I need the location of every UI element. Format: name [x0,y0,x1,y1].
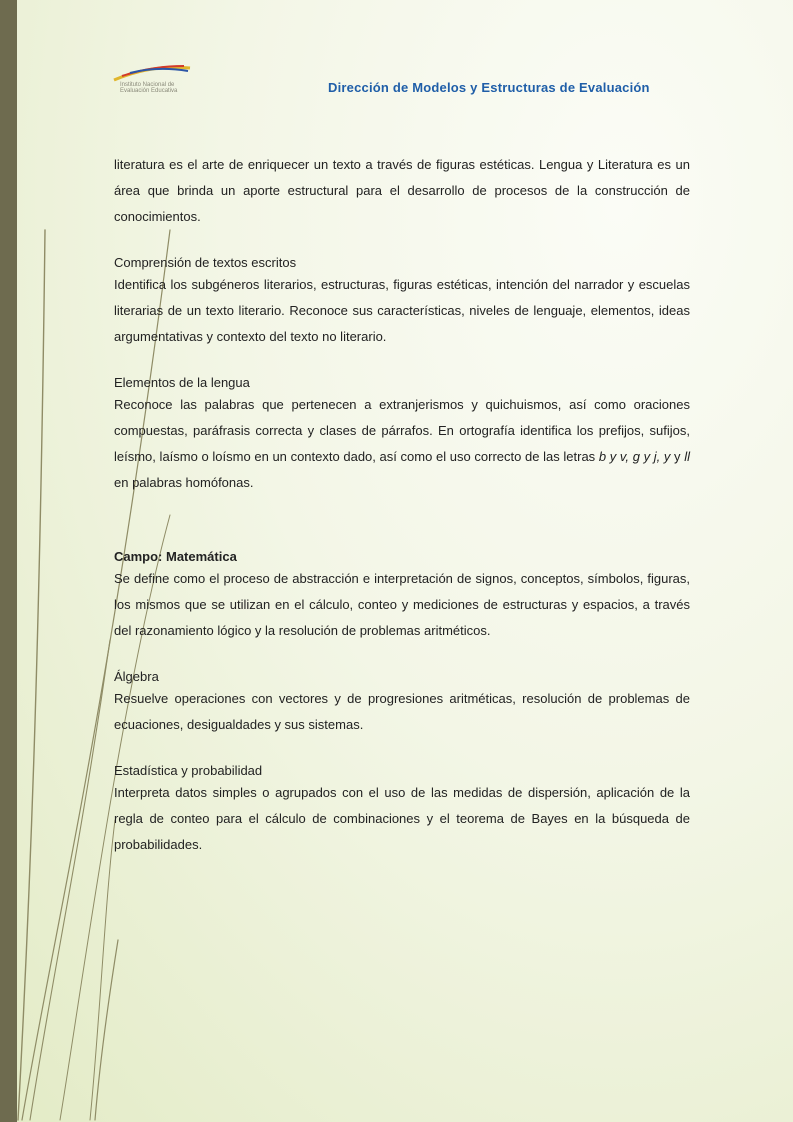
comprension-paragraph: Identifica los subgéneros literarios, estructuras, figuras estéticas, intención del narrador y escuelas literarias de un texto literario. Reconoce sus características, niveles de lenguaje, elementos, ideas argumentativas y contexto del texto no literario. [114,277,690,344]
section-heading-algebra: Álgebra [114,669,159,684]
elementos-y: y [670,449,685,464]
elementos-text-b: en palabras homófonas. [114,475,254,490]
elementos-paragraph [114,392,690,496]
section-heading-elementos: Elementos de la lengua [114,375,250,390]
logo-caption: Instituto Nacional de Evaluación Educativa [120,82,178,94]
document-body [114,152,690,858]
section-heading-comprension: Comprensión de textos escritos [114,255,297,270]
section-heading-estadistica: Estadística y probabilidad [114,763,263,778]
algebra-paragraph: Resuelve operaciones con vectores y de progresiones aritméticas, resolución de problemas de ecuaciones, desigualdades y sus sistemas. [114,691,690,732]
elementos-letters: b y v, g y j, y [598,449,671,464]
matematica-paragraph: Se define como el proceso de abstracción e interpretación de signos, conceptos, símbolos, figuras, los mismos que se utilizan en el cálculo, conteo y mediciones de estructuras y espacios, a través del razonamiento lógico y la resolución de problemas aritméticos. [114,571,690,638]
estadistica-paragraph: Interpreta datos simples o agrupados con el uso de las medidas de dispersión, aplicación de la regla de conteo para el cálculo de combinaciones y el teorema de Bayes en la búsqueda de probabilidades. [114,785,690,852]
header-title: Dirección de Modelos y Estructuras de Evaluación [328,80,650,95]
intro-paragraph: literatura es el arte de enriquecer un texto a través de figuras estéticas. Lengua y Literatura es un área que brinda un aporte estructural para el desarrollo de procesos de la construcción de conocimientos. [114,157,690,224]
section-heading-matematica: Campo: Matemática [114,549,237,564]
elementos-text-a: Reconoce las palabras que pertenecen a extranjerismos y quichuismos, así como oraciones compuestas, paráfrasis correcta y clases de párrafos. En ortografía identifica los prefijos, sufijos, leísmo, laísmo o loísmo en un contexto dado, así como el uso correcto de las letras [114,397,690,464]
elementos-ll: ll [684,449,690,464]
